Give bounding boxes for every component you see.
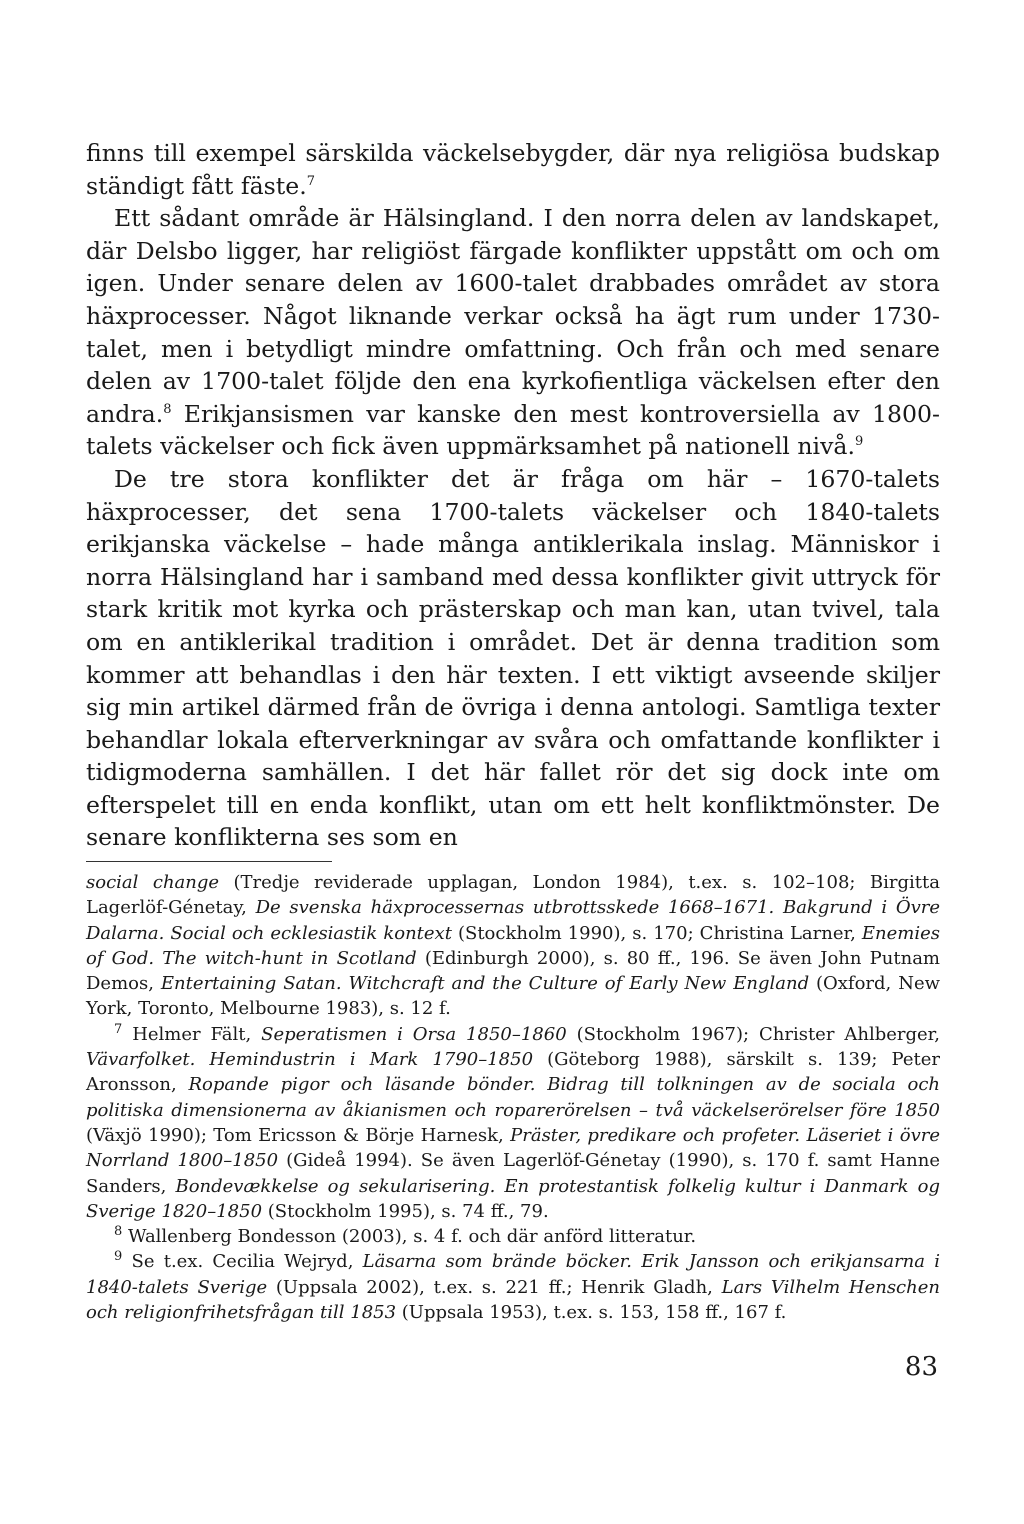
paragraph-text: finns till exempel särskilda väckelsebygder, där nya religiösa budskap ständigt fått fäste. — [86, 139, 940, 200]
footnote-text: (Tredje reviderade upplagan, London 1984), t.ex. s. 102–108; Birgitta Lagerlöf-Génetay, — [86, 872, 940, 919]
footnote-9 — [86, 1249, 940, 1325]
footnote-number: 8 — [114, 1224, 123, 1240]
footnote-text: Wallenberg Bondesson (2003), s. 4 f. och där anförd litteratur. — [122, 1226, 697, 1248]
italic-text: Präster, predikare och profeter. Läseriet i övre Norrland 1800–1850 — [86, 1124, 940, 1172]
footnote-text: (Uppsala 1953), t.ex. s. 153, 158 ff., 167 f. — [396, 1302, 787, 1324]
footnote-text: (Stockholm 1967); Christer Ahlberger, — [566, 1023, 941, 1045]
paragraph-text: De tre stora konflikter det är fråga om här – 1670-talets häxprocesser, det sena 1700-talets väckelser och 1840-talets erikjanska väckelse – hade många antiklerikala inslag. Människor i norra Hälsingland har i samband med dessa konflikter givit uttryck för stark kritik mot kyrka och prästerskap och man kan, utan tvivel, tala om en antiklerikal tradition i området. Det är denna tradition som kommer att behandlas i den här texten. I ett viktigt avseende skiljer sig min artikel därmed från de övriga i denna antologi. Samtliga texter behandlar lokala efterverkningar av svåra och omfattande konflikter i tidigmoderna samhällen. I det här fallet rör det sig dock inte om efterspelet till en enda konflikt, utan om ett helt konfliktmönster. De senare konflikterna ses som en — [86, 464, 940, 852]
page-number: 83 — [904, 1352, 938, 1382]
italic-text: Enemies of God. The witch-hunt in Scotland — [86, 922, 940, 969]
footnote-text: (Stockholm 1990), s. 170; Christina Larner, — [451, 922, 862, 944]
footnote-ref: 8 — [163, 401, 172, 417]
footnote-number: 9 — [114, 1249, 123, 1265]
footnote-continued — [86, 870, 940, 1022]
footnote-7 — [86, 1022, 940, 1224]
italic-text: social change — [86, 872, 220, 893]
footnote-text: (Edinburgh 2000), s. 80 ff., 196. Se även John Putnam Demos, — [86, 947, 940, 995]
footnote-ref: 7 — [306, 173, 315, 189]
italic-text: Seperatismen i Orsa 1850–1860 — [261, 1023, 567, 1045]
paragraph — [86, 137, 940, 202]
footnote-text: (Växjö 1990); Tom Ericsson & Börje Harnesk, — [86, 1124, 511, 1146]
italic-text: Entertaining Satan. Witchcraft and the Culture of Early New England — [160, 973, 810, 995]
footnote-ref: 9 — [854, 434, 864, 450]
italic-text: De svenska häxprocessernas utbrottsskede 1668–1671. Bakgrund i Övre Dalarna. Social och ecklesiastik kontext — [86, 897, 941, 944]
footnote-text: (Stockholm 1995), s. 74 ff., 79. — [262, 1200, 549, 1222]
footnote-text: Helmer Fält, — [122, 1023, 262, 1045]
footnote-text: (Gideå 1994). Se även Lagerlöf-Génetay (1990), s. 170 f. samt Hanne Sanders, — [86, 1150, 940, 1197]
paragraph-text: Ett sådant område är Hälsingland. I den norra delen av landskapet, där Delsbo ligger, har religiöst färgade konflikter uppstått om och om igen. Under senare delen av 1600-talet drabbades området av stora häxprocesser. Något liknande verkar också ha ägt rum under 1730-talet, men i betydligt mindre omfattning. Och från och med senare delen av 1700-talet följde den ena kyrkofientliga väckelsen efter den andra. — [86, 204, 940, 428]
footnote-text: (Göteborg 1988), särskilt s. 139; Peter Aronsson, — [86, 1049, 940, 1096]
paragraph-text: Erikjansismen var kanske den mest kontroversiella av 1800-talets väckelser och fick även uppmärksamhet på nationell nivå. — [86, 399, 940, 461]
italic-text: Läsarna som brände böcker. Erik Jansson och erikjansarna i 1840-talets Sverige — [86, 1251, 940, 1298]
italic-text: Vävarfolket. Hemindustrin i Mark 1790–1850 — [86, 1049, 534, 1071]
italic-text: Lars Vilhelm Henschen och religionfrihetsfrågan till 1853 — [86, 1276, 940, 1324]
footnote-text: Se t.ex. Cecilia Wejryd, — [122, 1251, 363, 1273]
main-text — [86, 137, 940, 854]
footnote-8 — [86, 1224, 940, 1249]
footnote-text: (Oxford, New York, Toronto, Melbourne 1983), s. 12 f. — [86, 973, 941, 1020]
footnote-divider — [86, 861, 332, 862]
footnote-text: (Uppsala 2002), t.ex. s. 221 ff.; Henrik Gladh, — [267, 1276, 722, 1298]
footnotes — [86, 870, 940, 1325]
footnote-number: 7 — [114, 1021, 123, 1037]
paragraph — [86, 463, 940, 854]
paragraph — [86, 202, 940, 463]
italic-text: Bondevækkelse og sekularisering. En protestantisk folkelig kultur i Danmark og Sverige 1820–1850 — [86, 1175, 940, 1222]
italic-text: Ropande pigor och läsande bönder. Bidrag till tolkningen av de sociala och politiska dimensionerna av åkianismen och roparerörelsen – två väckelserörelser före 1850 — [86, 1074, 940, 1121]
